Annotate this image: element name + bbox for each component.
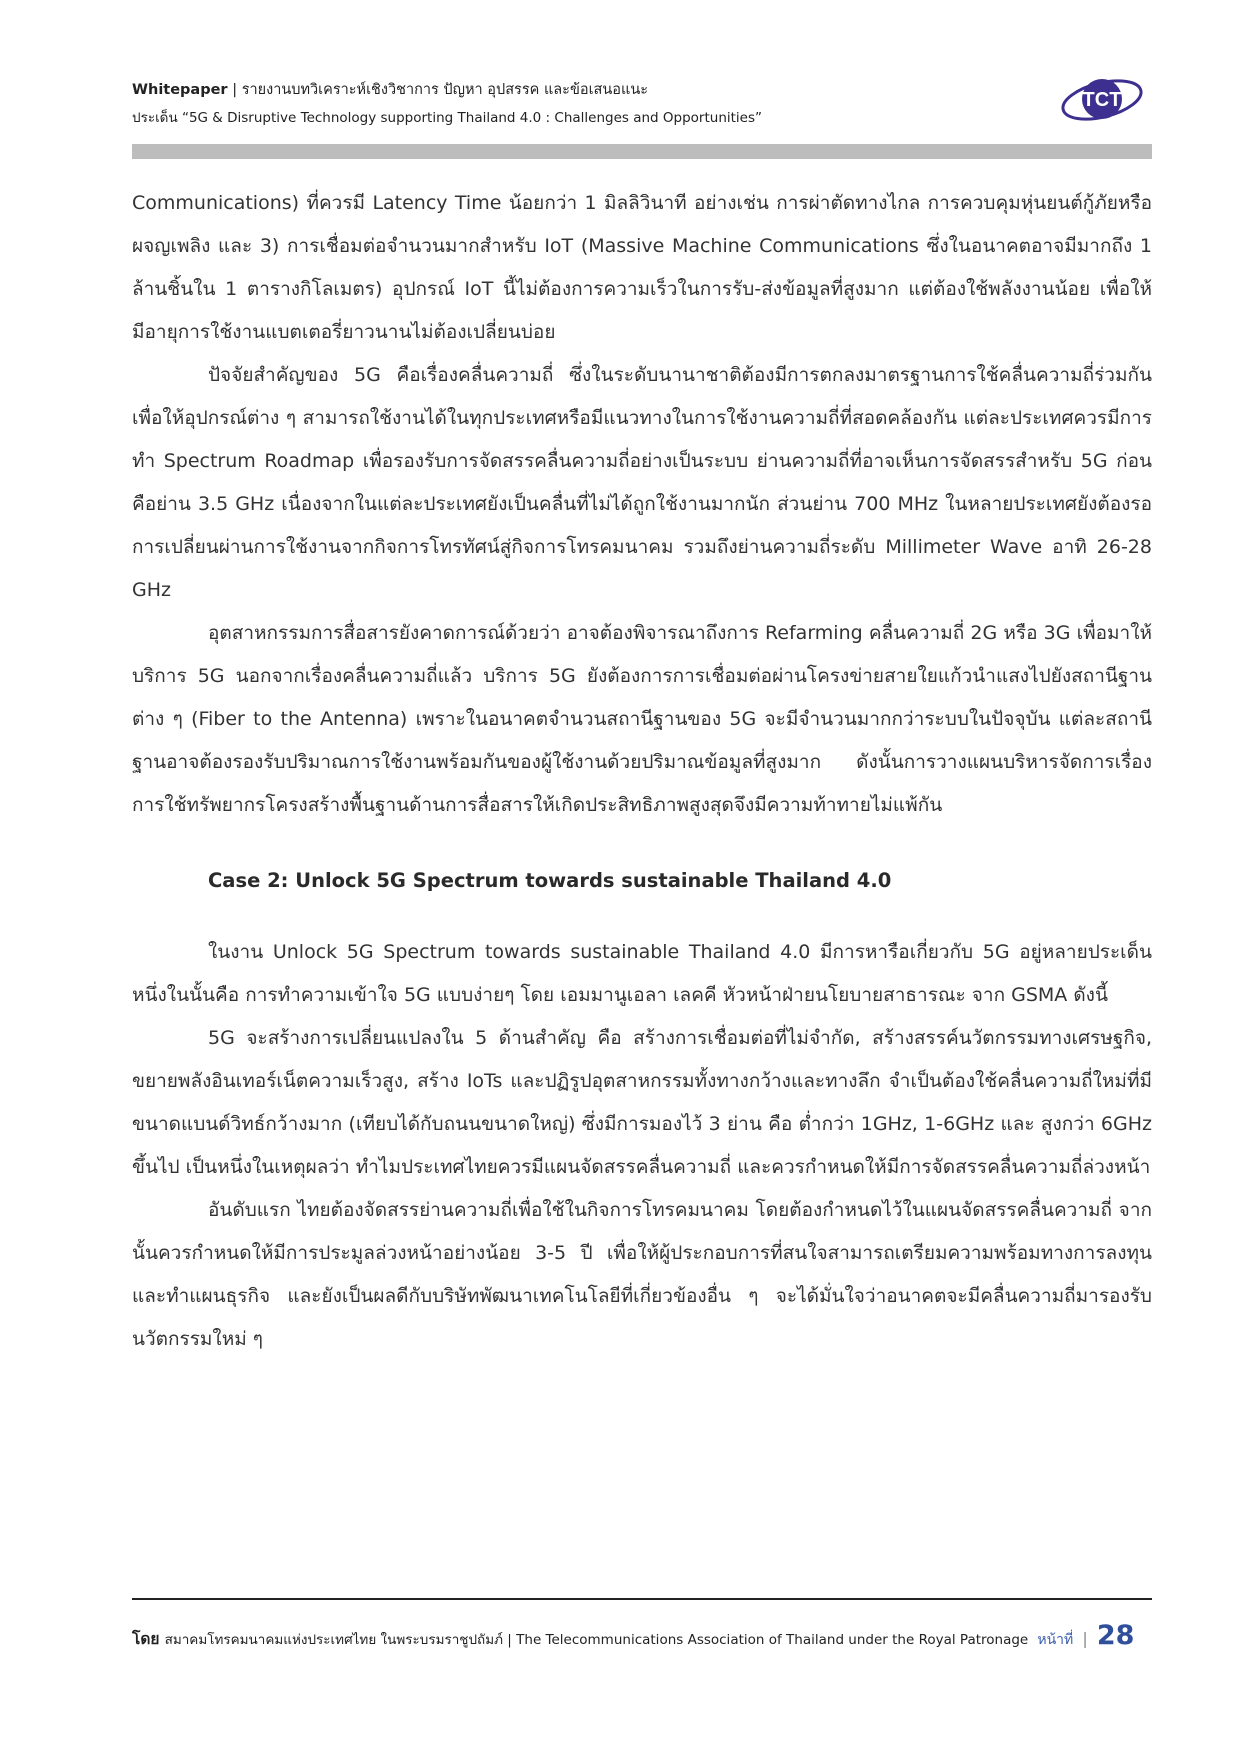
whitepaper-label: Whitepaper: [132, 82, 228, 98]
paragraph-3: อุตสาหกรรมการสื่อสารยังคาดการณ์ด้วยว่า อาจต้องพิจารณาถึงการ Refarming คลื่นความถี่ 2G หรือ 3G เพื่อมาให้บริการ 5G นอกจากเรื่องคลื่นความถี่แล้ว บริการ 5G ยังต้องการการเชื่อมต่อผ่านโครงข่ายสายใยแก้วนำแสงไปยังสถานีฐานต่าง ๆ (Fiber to the Antenna) เพราะในอนาคตจำนวนสถานีฐานของ 5G จะมีจำนวนมากกว่าระบบในปัจจุบัน แต่ละสถานีฐานอาจต้องรองรับปริมาณการใช้งานพร้อมกันของผู้ใช้งานด้วยปริมาณข้อมูลที่สูงมาก ดังนั้นการวางแผนบริหารจัดการเรื่องการใช้ทรัพยากรโครงสร้างพื้นฐานด้านการสื่อสารให้เกิดประสิทธิภาพสูงสุดจึงมีความท้าทายไม่แพ้กัน: [132, 622, 1152, 816]
header-subtitle: รายงานบทวิเคราะห์เชิงวิชาการ ปัญหา อุปสรรค และข้อเสนอแนะ: [241, 82, 649, 98]
tct-logo: [1058, 70, 1146, 130]
header-topic: ประเด็น “5G & Disruptive Technology supporting Thailand 4.0 : Challenges and Opportunities”: [132, 110, 763, 126]
paragraph-5: 5G จะสร้างการเปลี่ยนแปลงใน 5 ด้านสำคัญ คือ สร้างการเชื่อมต่อที่ไม่จำกัด, สร้างสรรค์นวัตกรรมทางเศรษฐกิจ, ขยายพลังอินเทอร์เน็ตความเร็วสูง, สร้าง IoTs และปฏิรูปอุตสาหกรรมทั้งทางกว้างและทางลึก จำเป็นต้องใช้คลื่นความถี่ใหม่ที่มีขนาดแบนด์วิทธ์กว้างมาก (เทียบได้กับถนนขนาดใหญ่) ซึ่งมีการมองไว้ 3 ย่าน คือ ต่ำกว่า 1GHz, 1-6GHz และ สูงกว่า 6GHz ขึ้นไป เป็นหนึ่งในเหตุผลว่า ทำไมประเทศไทยควรมีแผนจัดสรรคลื่นความถี่ และควรกำหนดให้มีการจัดสรรคลื่นความถี่ล่วงหน้า: [132, 1027, 1152, 1178]
page-label: หน้าที่: [1037, 1632, 1074, 1648]
case-heading: Case 2: Unlock 5G Spectrum towards sustainable Thailand 4.0: [208, 869, 892, 892]
paragraph-6: อันดับแรก ไทยต้องจัดสรรย่านความถี่เพื่อใช้ในกิจการโทรคมนาคม โดยต้องกำหนดไว้ในแผนจัดสรรคลื่นความถี่ จากนั้นควรกำหนดให้มีการประมูลล่วงหน้าอย่างน้อย 3-5 ปี เพื่อให้ผู้ประกอบการที่สนใจสามารถเตรียมความพร้อมทางการลงทุนและทำแผนธุรกิจ และยังเป็นผลดีกับบริษัทพัฒนาเทคโนโลยีที่เกี่ยวข้องอื่น ๆ จะได้มั่นใจว่าอนาคตจะมีคลื่นความถี่มารองรับนวัตกรรมใหม่ ๆ: [132, 1199, 1152, 1350]
footer-divider: [132, 1598, 1152, 1600]
page-content: [132, 182, 1152, 1361]
page-footer: [132, 1620, 1152, 1651]
logo-text: TCT: [1082, 89, 1122, 111]
paragraph-4: ในงาน Unlock 5G Spectrum towards sustainable Thailand 4.0 มีการหารือเกี่ยวกับ 5G อยู่หลายประเด็น หนึ่งในนั้นคือ การทำความเข้าใจ 5G แบบง่ายๆ โดย เอมมานูเอลา เลคคี หัวหน้าฝ่ายนโยบายสาธารณะ จาก GSMA ดังนี้: [132, 941, 1152, 1006]
footer-by: โดย: [132, 1630, 160, 1648]
page-number: 28: [1096, 1620, 1135, 1651]
page-header: [132, 80, 1132, 128]
header-divider-bar: [132, 144, 1152, 159]
header-line-1: [132, 80, 1132, 100]
footer-association: สมาคมโทรคมนาคมแห่งประเทศไทย ในพระบรมราชูปถัมภ์ | The Telecommunications Association of Thailand under the Royal Patronage: [164, 1632, 1029, 1648]
paragraph-2: ปัจจัยสำคัญของ 5G คือเรื่องคลื่นความถี่ ซึ่งในระดับนานาชาติต้องมีการตกลงมาตรฐานการใช้คลื่นความถี่ร่วมกัน เพื่อให้อุปกรณ์ต่าง ๆ สามารถใช้งานได้ในทุกประเทศหรือมีแนวทางในการใช้งานความถี่ที่สอดคล้องกัน แต่ละประเทศควรมีการทำ Spectrum Roadmap เพื่อรองรับการจัดสรรคลื่นความถี่อย่างเป็นระบบ ย่านความถี่ที่อาจเห็นการจัดสรรสำหรับ 5G ก่อนคือย่าน 3.5 GHz เนื่องจากในแต่ละประเทศยังเป็นคลื่นที่ไม่ได้ถูกใช้งานมากนัก ส่วนย่าน 700 MHz ในหลายประเทศยังต้องรอการเปลี่ยนผ่านการใช้งานจากกิจการโทรทัศน์สู่กิจการโทรคมนาคม รวมถึงย่านความถี่ระดับ Millimeter Wave อาทิ 26-28 GHz: [132, 364, 1152, 601]
header-separator: |: [232, 82, 238, 98]
footer-separator: |: [1082, 1629, 1088, 1648]
paragraph-1: Communications) ที่ควรมี Latency Time น้อยกว่า 1 มิลลิวินาที อย่างเช่น การผ่าตัดทางไกล การควบคุมหุ่นยนต์กู้ภัยหรือผจญเพลิง และ 3) การเชื่อมต่อจำนวนมากสำหรับ IoT (Massive Machine Communications ซึ่งในอนาคตอาจมีมากถึง 1 ล้านชิ้นใน 1 ตารางกิโลเมตร) อุปกรณ์ IoT นี้ไม่ต้องการความเร็วในการรับ-ส่งข้อมูลที่สูงมาก แต่ต้องใช้พลังงานน้อย เพื่อให้มีอายุการใช้งานแบตเตอรี่ยาวนานไม่ต้องเปลี่ยนบ่อย: [132, 192, 1152, 343]
